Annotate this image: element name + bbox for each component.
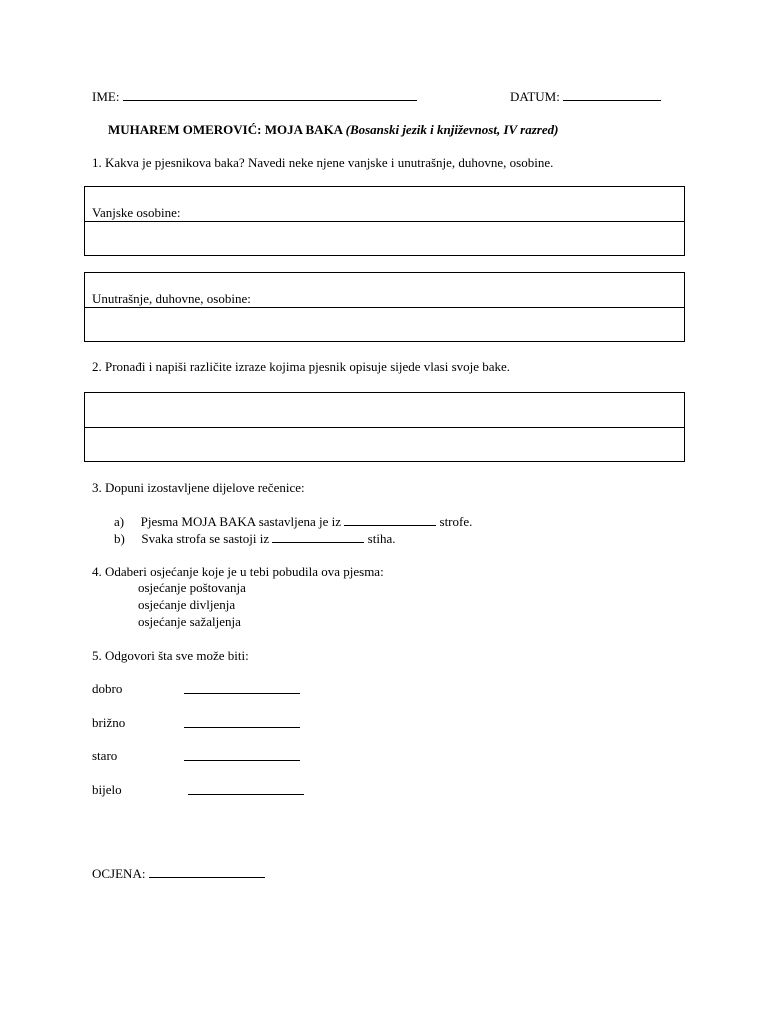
row-divider <box>85 307 684 308</box>
q5-answer-blank[interactable] <box>184 748 300 761</box>
q5-answer-blank[interactable] <box>184 681 300 694</box>
answer-box-inner-traits[interactable] <box>84 272 685 342</box>
name-field[interactable] <box>92 88 417 104</box>
grade-label: OCJENA: <box>92 866 146 881</box>
q3-a-text-after: strofe. <box>439 514 473 529</box>
q3-b-blank[interactable] <box>272 530 364 543</box>
answer-box-grey-hair[interactable] <box>84 392 685 462</box>
question-3: 3. Dopuni izostavljene dijelove rečenice: <box>92 480 305 495</box>
q4-option[interactable]: osjećanje poštovanja <box>138 580 246 595</box>
name-blank[interactable] <box>123 88 417 101</box>
question-2: 2. Pronađi i napiši različite izraze kojima pjesnik opisuje sijede vlasi svoje bake. <box>92 359 511 374</box>
title-subtitle: (Bosanski jezik i književnost, IV razred) <box>345 122 559 137</box>
date-label: DATUM: <box>510 89 560 104</box>
row-divider <box>85 221 684 222</box>
question-4: 4. Odaberi osjećanje koje je u tebi pobudila ova pjesma: <box>92 564 384 579</box>
date-blank[interactable] <box>563 88 661 101</box>
q5-item-label: staro <box>92 748 118 763</box>
q3-a-blank[interactable] <box>344 513 436 526</box>
question-1: 1. Kakva je pjesnikova baka? Navedi neke njene vanjske i unutrašnje, duhovne, osobine. <box>92 155 554 170</box>
q5-item-label: brižno <box>92 715 126 730</box>
answer-box-outer-traits[interactable] <box>84 186 685 256</box>
q3-a-marker: a) <box>114 514 125 529</box>
q3-b-text-before: Svaka strofa se sastoji iz <box>141 531 270 546</box>
name-label: IME: <box>92 89 120 104</box>
q5-item-label: bijelo <box>92 782 122 797</box>
q3-b-text-after: stiha. <box>367 531 396 546</box>
q4-option[interactable]: osjećanje divljenja <box>138 597 236 612</box>
title-main: MUHAREM OMEROVIĆ: MOJA BAKA <box>108 122 343 137</box>
inner-traits-label: Unutrašnje, duhovne, osobine: <box>92 291 251 306</box>
outer-traits-label: Vanjske osobine: <box>92 205 181 220</box>
q3-item-a <box>114 513 472 529</box>
q3-a-text-before: Pjesma MOJA BAKA sastavljena je iz <box>140 514 342 529</box>
worksheet-title <box>108 122 558 137</box>
q5-item-label: dobro <box>92 681 123 696</box>
q3-b-marker: b) <box>114 531 125 546</box>
q5-answer-blank[interactable] <box>184 715 300 728</box>
q4-option[interactable]: osjećanje sažaljenja <box>138 614 241 629</box>
grade-blank[interactable] <box>149 865 265 878</box>
q3-item-b <box>114 530 395 546</box>
grade-field[interactable] <box>92 865 265 881</box>
q5-answer-blank[interactable] <box>188 782 304 795</box>
question-5: 5. Odgovori šta sve može biti: <box>92 648 249 663</box>
date-field[interactable] <box>510 88 661 104</box>
row-divider <box>85 427 684 428</box>
